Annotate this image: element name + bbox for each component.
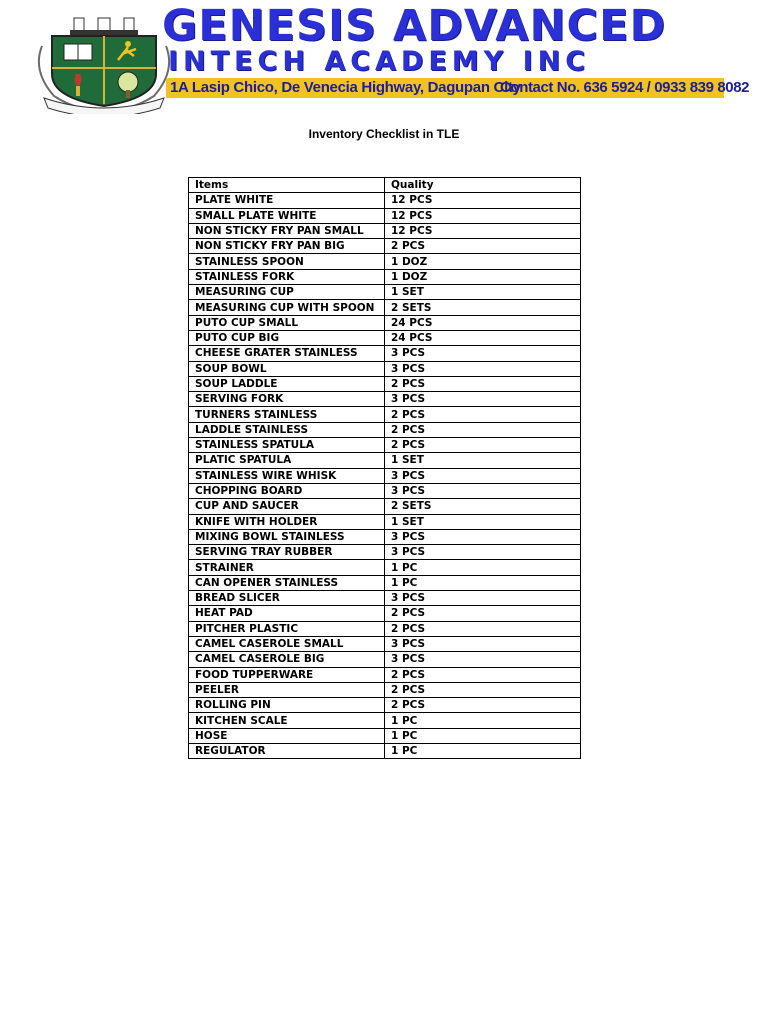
table-row [189, 269, 581, 284]
school-name-line2: INTECH ACADEMY INC [168, 46, 591, 77]
table-row [189, 652, 581, 667]
item-quantity-cell: 3 PCS [385, 652, 581, 667]
item-quantity-cell: 2 SETS [385, 499, 581, 514]
table-row [189, 743, 581, 758]
item-quantity-cell: 1 PC [385, 743, 581, 758]
table-row [189, 208, 581, 223]
item-name-cell: SERVING FORK [189, 392, 385, 407]
item-quantity-cell: 3 PCS [385, 529, 581, 544]
item-quantity-cell: 3 PCS [385, 392, 581, 407]
table-row [189, 453, 581, 468]
table-row [189, 422, 581, 437]
item-name-cell: STAINLESS SPATULA [189, 438, 385, 453]
inventory-table-body [189, 193, 581, 759]
item-quantity-cell: 12 PCS [385, 193, 581, 208]
item-name-cell: SOUP BOWL [189, 361, 385, 376]
item-name-cell: CHEESE GRATER STAINLESS [189, 346, 385, 361]
table-row [189, 606, 581, 621]
table-row [189, 545, 581, 560]
item-name-cell: CUP AND SAUCER [189, 499, 385, 514]
table-row [189, 315, 581, 330]
table-row [189, 621, 581, 636]
item-quantity-cell: 24 PCS [385, 330, 581, 345]
school-contact: Contact No. 636 5924 / 0933 839 8082 [500, 79, 750, 96]
item-quantity-cell: 2 PCS [385, 376, 581, 391]
item-name-cell: CAMEL CASEROLE BIG [189, 652, 385, 667]
table-header-row [189, 178, 581, 193]
item-quantity-cell: 1 PC [385, 713, 581, 728]
item-name-cell: SERVING TRAY RUBBER [189, 545, 385, 560]
table-row [189, 346, 581, 361]
table-row [189, 713, 581, 728]
item-name-cell: ROLLING PIN [189, 698, 385, 713]
item-name-cell: LADDLE STAINLESS [189, 422, 385, 437]
item-name-cell: STAINLESS SPOON [189, 254, 385, 269]
table-row [189, 514, 581, 529]
item-quantity-cell: 2 SETS [385, 300, 581, 315]
item-quantity-cell: 2 PCS [385, 438, 581, 453]
table-row [189, 300, 581, 315]
item-name-cell: PEELER [189, 682, 385, 697]
item-name-cell: STAINLESS WIRE WHISK [189, 468, 385, 483]
item-quantity-cell: 2 PCS [385, 239, 581, 254]
item-name-cell: NON STICKY FRY PAN SMALL [189, 223, 385, 238]
table-row [189, 499, 581, 514]
item-quantity-cell: 2 PCS [385, 682, 581, 697]
item-name-cell: STAINLESS FORK [189, 269, 385, 284]
item-name-cell: PITCHER PLASTIC [189, 621, 385, 636]
item-quantity-cell: 1 SET [385, 514, 581, 529]
item-name-cell: STRAINER [189, 560, 385, 575]
item-quantity-cell: 1 PC [385, 728, 581, 743]
item-name-cell: PLATE WHITE [189, 193, 385, 208]
table-row [189, 636, 581, 651]
item-quantity-cell: 2 PCS [385, 698, 581, 713]
table-row [189, 193, 581, 208]
item-quantity-cell: 1 PC [385, 560, 581, 575]
item-quantity-cell: 3 PCS [385, 591, 581, 606]
item-name-cell: PLATIC SPATULA [189, 453, 385, 468]
item-quantity-cell: 2 PCS [385, 667, 581, 682]
table-row [189, 223, 581, 238]
table-row [189, 468, 581, 483]
table-row [189, 667, 581, 682]
table-row [189, 392, 581, 407]
item-name-cell: BREAD SLICER [189, 591, 385, 606]
inventory-table [188, 177, 581, 759]
table-row [189, 254, 581, 269]
item-name-cell: HEAT PAD [189, 606, 385, 621]
table-row [189, 682, 581, 697]
item-name-cell: CHOPPING BOARD [189, 483, 385, 498]
item-quantity-cell: 1 DOZ [385, 254, 581, 269]
item-name-cell: SMALL PLATE WHITE [189, 208, 385, 223]
item-name-cell: REGULATOR [189, 743, 385, 758]
item-quantity-cell: 3 PCS [385, 636, 581, 651]
school-address: 1A Lasip Chico, De Venecia Highway, Dagupan City [170, 79, 521, 96]
item-name-cell: MEASURING CUP WITH SPOON [189, 300, 385, 315]
item-name-cell: MIXING BOWL STAINLESS [189, 529, 385, 544]
item-quantity-cell: 3 PCS [385, 468, 581, 483]
item-quantity-cell: 2 PCS [385, 422, 581, 437]
table-row [189, 575, 581, 590]
item-name-cell: PUTO CUP SMALL [189, 315, 385, 330]
school-seal-logo [24, 16, 184, 114]
document-title: Inventory Checklist in TLE [308, 127, 460, 141]
item-quantity-cell: 12 PCS [385, 223, 581, 238]
item-quantity-cell: 12 PCS [385, 208, 581, 223]
item-name-cell: PUTO CUP BIG [189, 330, 385, 345]
item-quantity-cell: 3 PCS [385, 361, 581, 376]
table-row [189, 438, 581, 453]
table-row [189, 560, 581, 575]
item-name-cell: HOSE [189, 728, 385, 743]
item-quantity-cell: 3 PCS [385, 346, 581, 361]
table-row [189, 529, 581, 544]
table-row [189, 330, 581, 345]
table-row [189, 285, 581, 300]
table-row [189, 698, 581, 713]
table-row [189, 239, 581, 254]
item-name-cell: NON STICKY FRY PAN BIG [189, 239, 385, 254]
item-quantity-cell: 1 PC [385, 575, 581, 590]
item-quantity-cell: 3 PCS [385, 483, 581, 498]
item-name-cell: CAN OPENER STAINLESS [189, 575, 385, 590]
item-name-cell: CAMEL CASEROLE SMALL [189, 636, 385, 651]
table-row [189, 407, 581, 422]
item-quantity-cell: 1 DOZ [385, 269, 581, 284]
item-name-cell: KNIFE WITH HOLDER [189, 514, 385, 529]
item-quantity-cell: 1 SET [385, 453, 581, 468]
item-name-cell: SOUP LADDLE [189, 376, 385, 391]
item-name-cell: MEASURING CUP [189, 285, 385, 300]
item-quantity-cell: 2 PCS [385, 621, 581, 636]
item-quantity-cell: 3 PCS [385, 545, 581, 560]
table-row [189, 591, 581, 606]
item-quantity-cell: 24 PCS [385, 315, 581, 330]
table-row [189, 728, 581, 743]
item-quantity-cell: 1 SET [385, 285, 581, 300]
item-name-cell: FOOD TUPPERWARE [189, 667, 385, 682]
item-name-cell: TURNERS STAINLESS [189, 407, 385, 422]
table-row [189, 376, 581, 391]
item-name-cell: KITCHEN SCALE [189, 713, 385, 728]
item-quantity-cell: 2 PCS [385, 606, 581, 621]
column-header-quality: Quality [385, 178, 581, 193]
table-row [189, 483, 581, 498]
school-name-line1: GENESIS ADVANCED [162, 1, 667, 51]
item-quantity-cell: 2 PCS [385, 407, 581, 422]
column-header-items: Items [189, 178, 385, 193]
table-row [189, 361, 581, 376]
